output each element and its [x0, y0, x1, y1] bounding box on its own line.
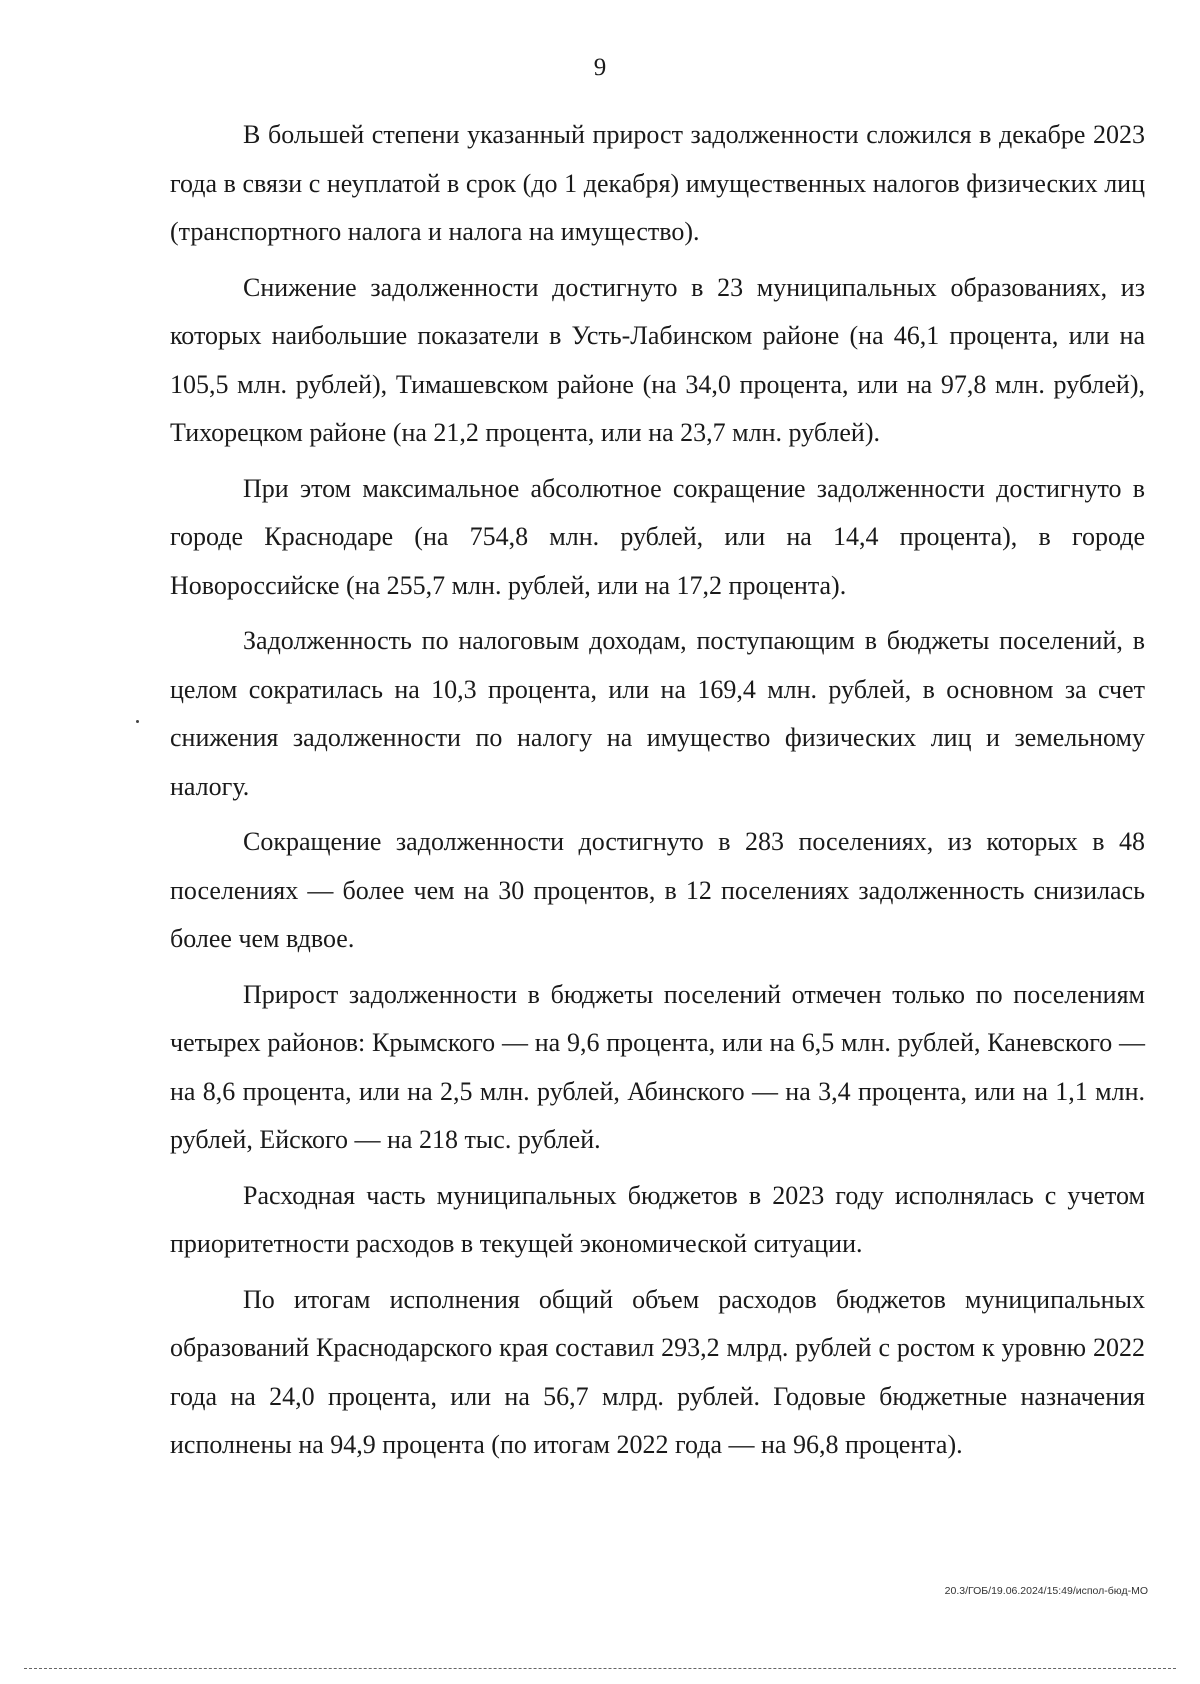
- paragraph-settlement-reduction-count: Сокращение задолженности достигнуто в 283 поселениях, из которых в 48 поселениях — более чем на 30 процентов, в 12 поселениях задолженность снизилась более чем вдвое.: [170, 827, 1145, 953]
- paragraph-settlement-tax-debt: Задолженность по налоговым доходам, поступающим в бюджеты поселений, в целом сократилась на 10,3 процента, или на 169,4 млн. рублей, в основном за счет снижения задолженности по налогу на имущество физических лиц и земельному налогу.: [170, 626, 1145, 801]
- page-number: 9: [593, 54, 607, 81]
- bottom-divider: [24, 1668, 1176, 1669]
- paragraph-debt-growth-december: В большей степени указанный прирост задолженности сложился в декабре 2023 года в связи с неуплатой в срок (до 1 декабря) имущественных налогов физических лиц (транспортного налога и налога на имущество).: [170, 120, 1145, 246]
- document-body: [170, 111, 1145, 1477]
- document-footer-code: 20.3/ГОБ/19.06.2024/15:49/испол-бюд-МО: [944, 1585, 1148, 1597]
- paragraph-settlement-debt-growth: Прирост задолженности в бюджеты поселений отмечен только по поселениям четырех районов: Крымского — на 9,6 процента, или на 6,5 млн. рублей, Каневского — на 8,6 процента, или на 2,5 млн. рублей, Абинского — на 3,4 процента, или на 1,1 млн. рублей, Ейского — на 218 тыс. рублей.: [170, 979, 1145, 1154]
- paragraph-max-absolute-reduction: При этом максимальное абсолютное сокращение задолженности достигнуто в городе Краснодаре (на 754,8 млн. рублей, или на 14,4 процента), в городе Новороссийске (на 255,7 млн. рублей, или на 17,2 процента).: [170, 473, 1145, 600]
- margin-mark: [136, 720, 139, 723]
- paragraph-debt-reduction-municipalities: Снижение задолженности достигнуто в 23 муниципальных образованиях, из которых наибольшие показатели в Усть-Лабинском районе (на 46,1 процента, или на 105,5 млн. рублей), Тимашевском районе (на 34,0 процента, или на 97,8 млн. рублей), Тихорецком районе (на 21,2 процента, или на 23,7 млн. рублей).: [170, 272, 1145, 447]
- paragraph-expenditure-totals: По итогам исполнения общий объем расходов бюджетов муниципальных образований Краснодарского края составил 293,2 млрд. рублей с ростом к уровню 2022 года на 24,0 процента, или на 56,7 млрд. рублей. Годовые бюджетные назначения исполнены на 94,9 процента (по итогам 2022 года — на 96,8 процента).: [170, 1284, 1145, 1459]
- paragraph-expenditure-priority: Расходная часть муниципальных бюджетов в 2023 году исполнялась с учетом приоритетности расходов в текущей экономической ситуации.: [170, 1180, 1145, 1258]
